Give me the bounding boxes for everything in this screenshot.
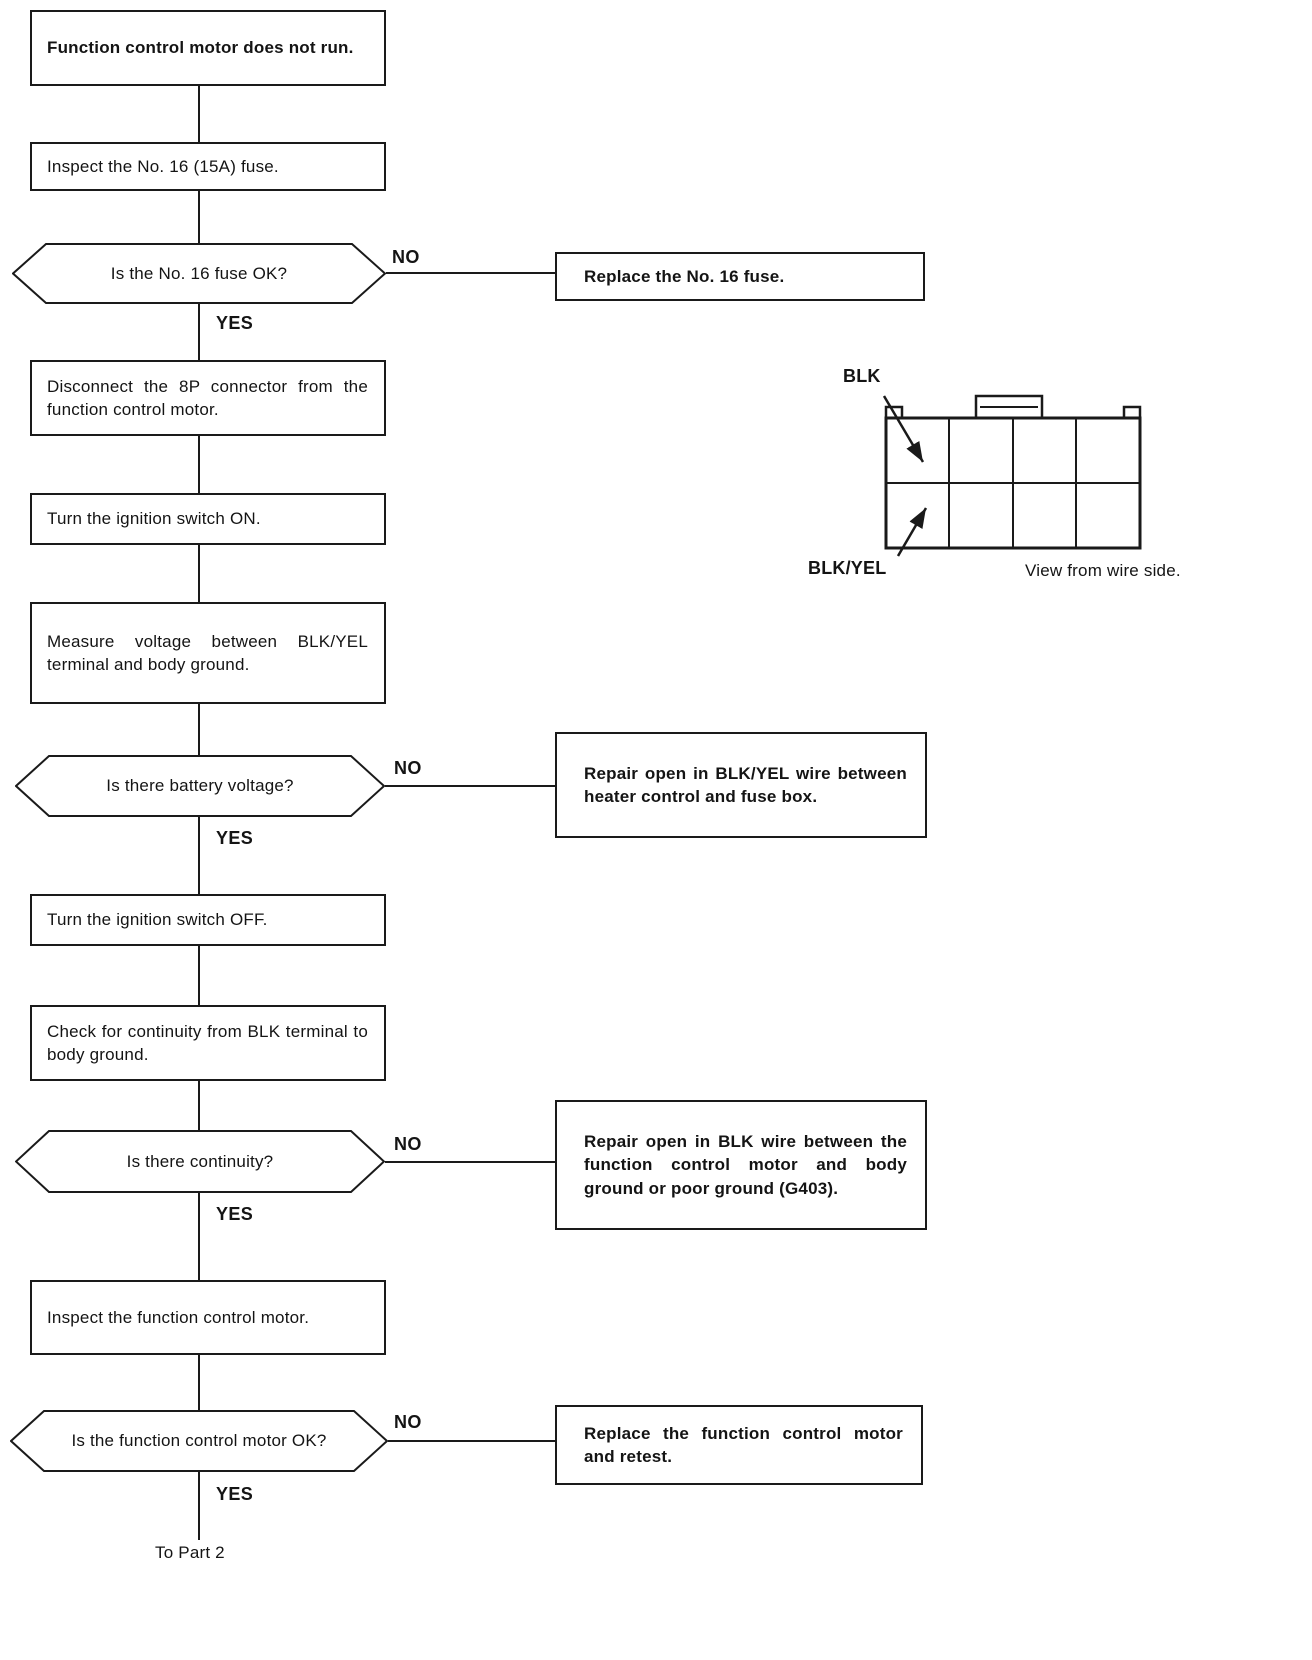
process-measure-voltage-label: Measure voltage between BLK/YEL terminal and body ground. <box>47 631 368 674</box>
process-inspect-motor <box>30 1280 386 1355</box>
process-ignition-on <box>30 493 386 545</box>
process-check-continuity-label: Check for continuity from BLK terminal to body ground. <box>47 1021 368 1064</box>
action-repair-blkyel-wire <box>555 732 927 838</box>
8p-connector-diagram <box>780 350 1260 595</box>
process-inspect-motor-label: Inspect the function control motor. <box>47 1307 310 1327</box>
connector-view-caption: View from wire side. <box>1025 561 1181 580</box>
flow-line <box>198 304 200 360</box>
branch-no-label: NO <box>394 1412 422 1432</box>
process-disconnect-connector <box>30 360 386 436</box>
flow-line <box>198 817 200 894</box>
decision-fuse-ok-label: Is the No. 16 fuse OK? <box>110 263 288 283</box>
flow-line <box>198 1081 200 1130</box>
process-disconnect-connector-label: Disconnect the 8P connector from the function control motor. <box>47 376 368 419</box>
to-part-2-label: To Part 2 <box>155 1543 225 1562</box>
process-measure-voltage <box>30 602 386 704</box>
decision-motor-ok <box>10 1410 388 1472</box>
action-replace-fuse-label: Replace the No. 16 fuse. <box>584 266 785 286</box>
decision-fuse-ok <box>12 243 386 304</box>
decision-continuity-label: Is there continuity? <box>126 1151 274 1171</box>
decision-battery-voltage <box>15 755 385 817</box>
flow-line <box>198 436 200 493</box>
process-check-continuity <box>30 1005 386 1081</box>
action-repair-blk-wire-label: Repair open in BLK wire between the function control motor and body ground or poor ground (G403). <box>584 1131 907 1198</box>
blk-yel-pin-label: BLK/YEL <box>808 558 887 578</box>
action-repair-blkyel-wire-label: Repair open in BLK/YEL wire between heater control and fuse box. <box>584 763 907 806</box>
flow-line <box>198 704 200 755</box>
flow-line-no <box>388 1440 555 1442</box>
action-replace-motor-label: Replace the function control motor and retest. <box>584 1423 903 1466</box>
flow-line <box>198 1355 200 1410</box>
decision-continuity <box>15 1130 385 1193</box>
branch-yes-label: YES <box>216 1204 254 1224</box>
flow-line-no <box>385 1161 555 1163</box>
flow-line <box>198 1472 200 1540</box>
process-inspect-fuse <box>30 142 386 191</box>
branch-no-label: NO <box>394 1134 422 1154</box>
flow-line <box>198 946 200 1005</box>
process-ignition-off-label: Turn the ignition switch OFF. <box>47 910 268 930</box>
process-ignition-on-label: Turn the ignition switch ON. <box>47 509 261 529</box>
branch-yes-label: YES <box>216 313 254 333</box>
start-node-label: Function control motor does not run. <box>47 38 354 58</box>
flow-line-no <box>385 785 555 787</box>
flow-line-no <box>386 272 555 274</box>
flow-line <box>198 545 200 602</box>
decision-battery-voltage-label: Is there battery voltage? <box>106 776 294 795</box>
flow-line <box>198 86 200 143</box>
branch-no-label: NO <box>392 247 420 267</box>
branch-yes-label: YES <box>216 828 254 848</box>
action-repair-blk-wire <box>555 1100 927 1230</box>
action-replace-fuse <box>555 252 925 301</box>
process-ignition-off <box>30 894 386 946</box>
start-node <box>30 10 386 86</box>
decision-motor-ok-label: Is the function control motor OK? <box>71 1431 327 1450</box>
branch-no-label: NO <box>394 758 422 778</box>
process-inspect-fuse-label: Inspect the No. 16 (15A) fuse. <box>47 156 279 176</box>
blk-pin-label: BLK <box>843 366 881 386</box>
branch-yes-label: YES <box>216 1484 254 1504</box>
flow-line <box>198 1193 200 1280</box>
flow-line <box>198 191 200 243</box>
action-replace-motor <box>555 1405 923 1485</box>
